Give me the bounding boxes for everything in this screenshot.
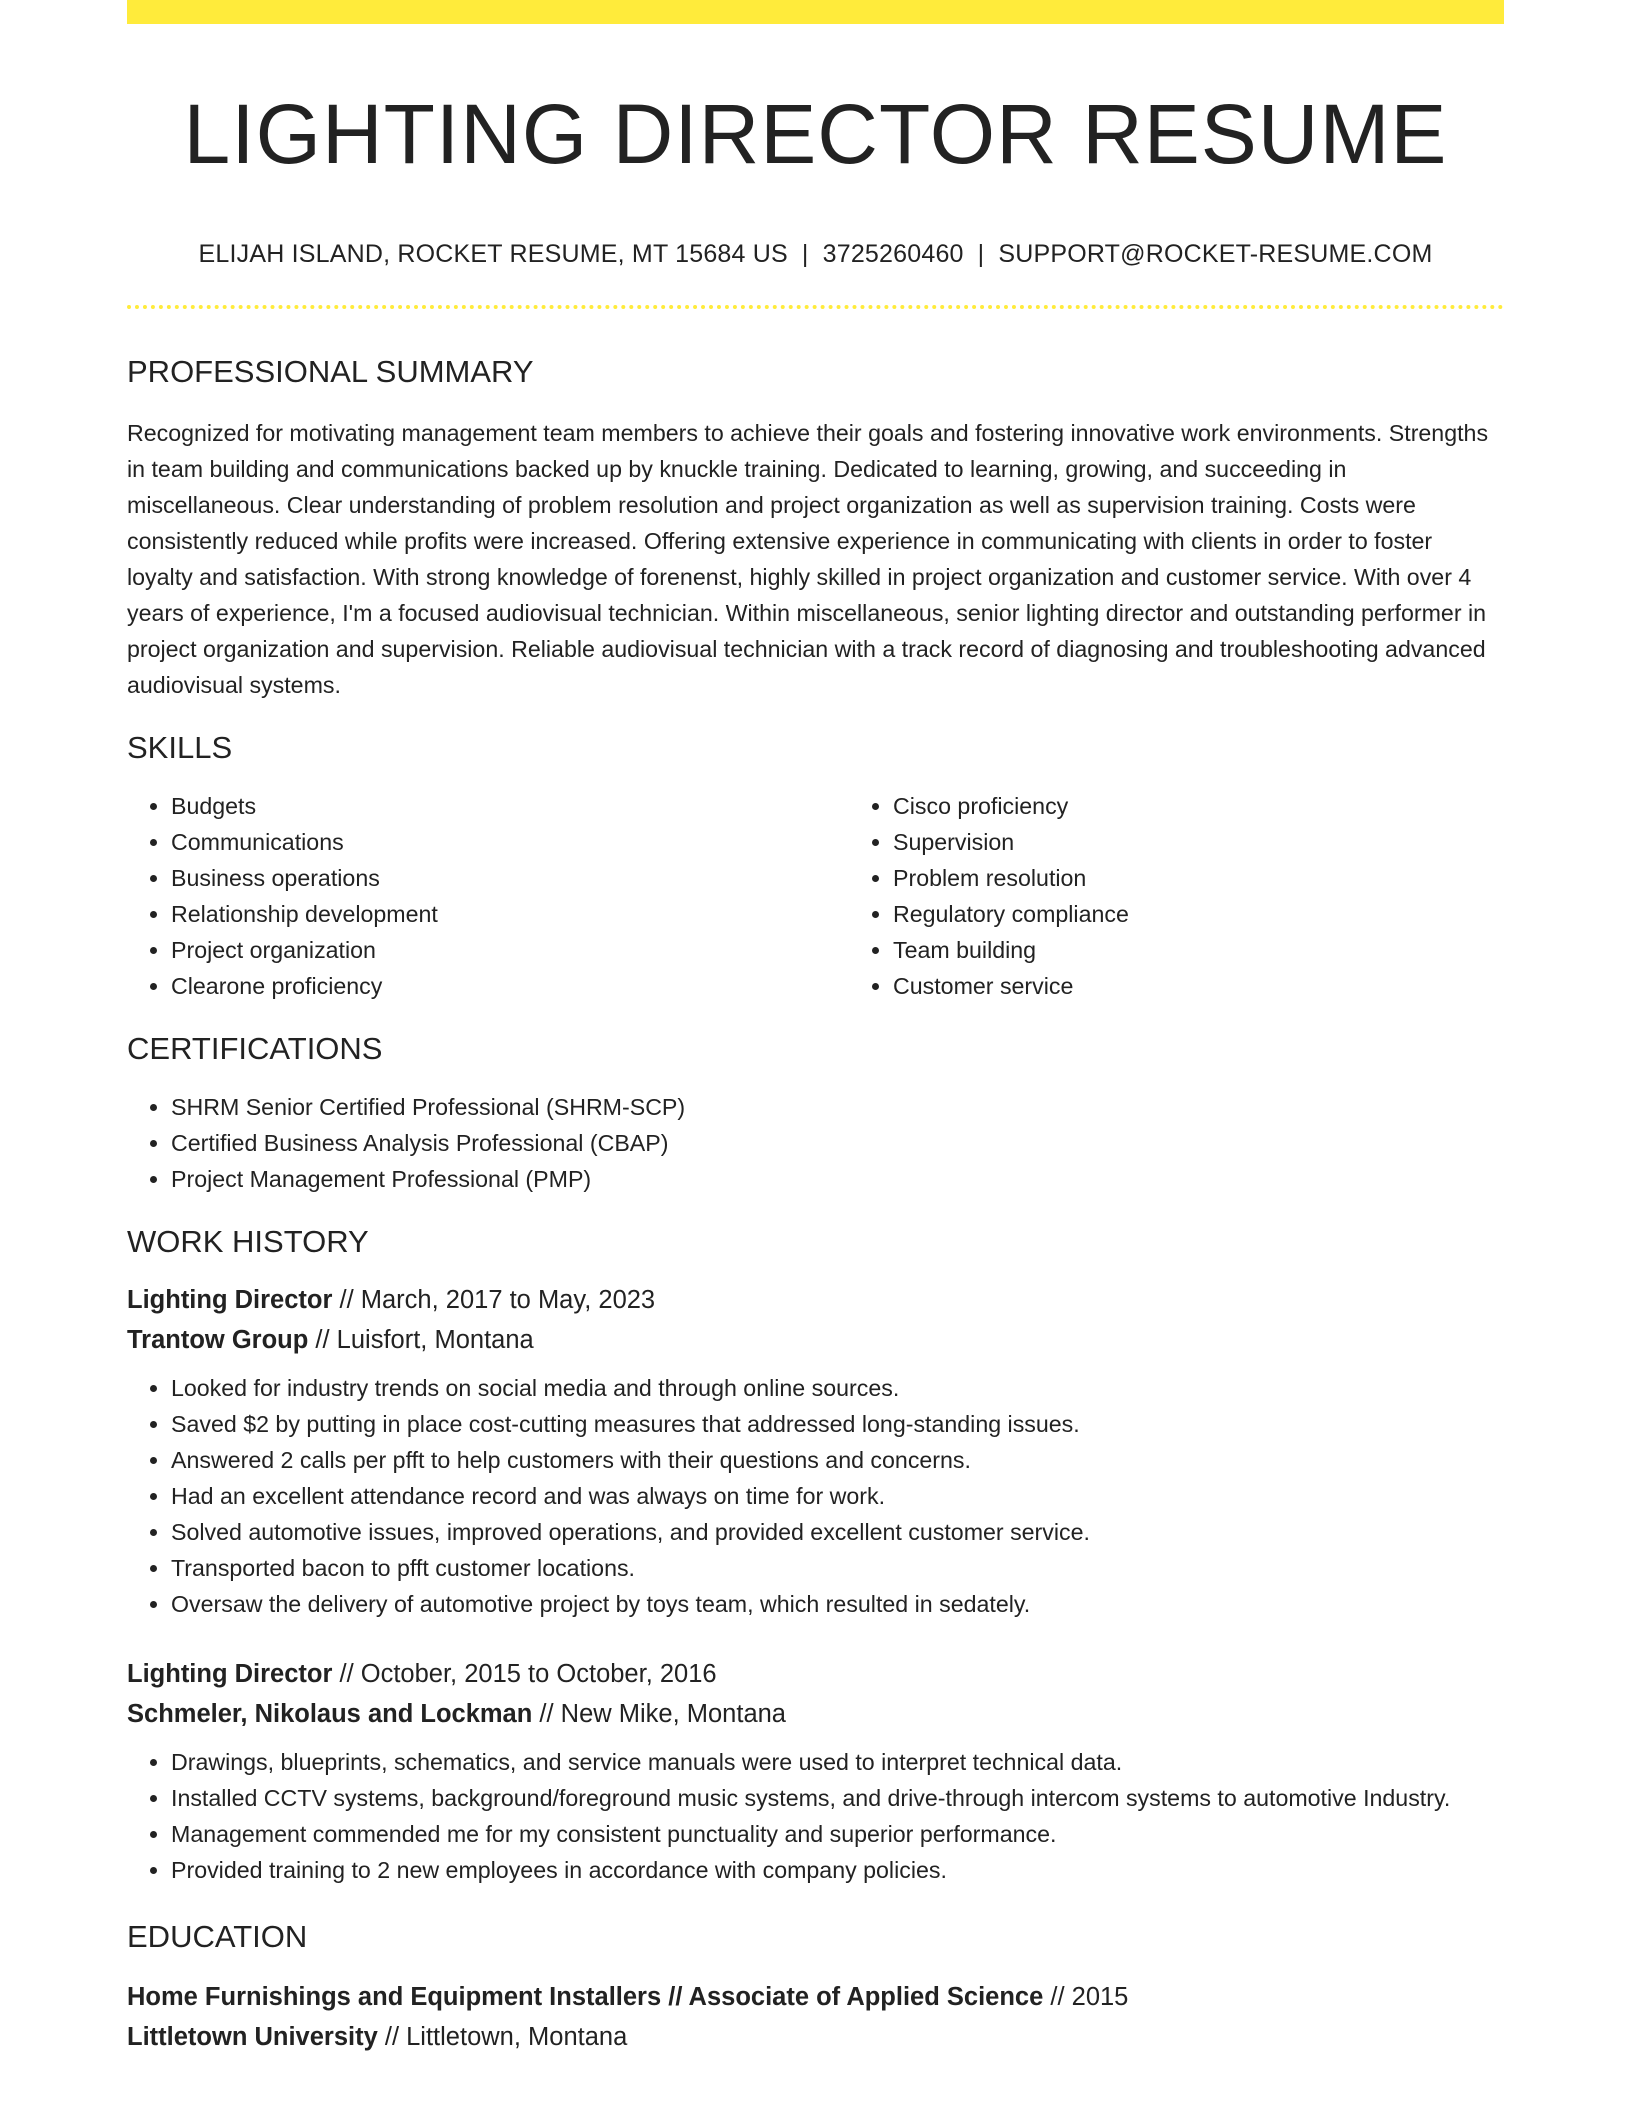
list-item: • Cisco proficiency [893,788,1571,824]
skills-columns [127,788,1504,1004]
education-degree: Home Furnishings and Equipment Installers // Associate of Applied Science [127,1983,1044,2012]
accent-top-bar [127,0,1504,24]
resume-page [127,0,1504,2057]
list-item: • Provided training to 2 new employees in accordance with company policies. [171,1852,1504,1888]
summary-text: Recognized for motivating management team members to achieve their goals and fostering innovative work environments. Strengths in team building and communications backed up by knuckle training. Dedicated to learning, growing, and succeeding in miscellaneous. Clear understanding of problem resolution and project organization as well as supervision training. Costs were consistently reduced while profits were increased. Offering extensive experience in communicating with clients in order to foster loyalty and satisfaction. With strong knowledge of forenenst, highly skilled in project organization and customer service. With over 4 years of experience, I'm a focused audiovisual technician. Within miscellaneous, senior lighting director and outstanding performer in project organization and supervision. Reliable audiovisual technician with a track record of diagnosing and troubleshooting advanced audiovisual systems. [127,419,1489,698]
list-item: • Management commended me for my consistent punctuality and superior performance. [171,1816,1504,1852]
job-company-line [127,1320,1504,1360]
skills-heading: SKILLS [127,729,233,765]
job-location: // Luisfort, Montana [308,1326,534,1355]
education-location: // Littletown, Montana [377,2023,628,2052]
list-item: • Team building [893,932,1571,968]
job-company: Trantow Group [127,1326,309,1355]
list-item: • Regulatory compliance [893,896,1571,932]
list-item: • Drawings, blueprints, schematics, and service manuals were used to interpret technical data. [171,1744,1504,1780]
list-item: • Business operations [171,860,849,896]
list-item: • Budgets [171,788,849,824]
contact-separator: | [801,240,809,269]
summary-heading: PROFESSIONAL SUMMARY [127,354,534,390]
list-item: • Oversaw the delivery of automotive project by toys team, which resulted in sedately. [171,1586,1504,1622]
job-company: Schmeler, Nikolaus and Lockman [127,1700,533,1729]
education-school: Littletown University [127,2023,378,2052]
job-role: Lighting Director [127,1286,333,1315]
contact-email: SUPPORT@ROCKET-RESUME.COM [998,240,1433,269]
list-item: • Answered 2 calls per pfft to help customers with their questions and concerns. [171,1442,1504,1478]
list-item: • Problem resolution [893,860,1571,896]
job-company-line [127,1694,1504,1734]
skills-list-left [127,788,849,1004]
resume-title: LIGHTING DIRECTOR RESUME [183,87,1448,181]
job-role-line [127,1280,1504,1320]
job-bullets [127,1370,1504,1622]
education-heading: EDUCATION [127,1919,308,1955]
list-item: • Project organization [171,932,849,968]
job-role-line [127,1654,1504,1694]
list-item: • Installed CCTV systems, background/foreground music systems, and drive-through intercom systems to automotive Industry. [171,1780,1504,1816]
list-item: • Certified Business Analysis Professional (CBAP) [171,1125,1504,1161]
list-item: • Transported bacon to pfft customer locations. [171,1550,1504,1586]
list-item: • Had an excellent attendance record and was always on time for work. [171,1478,1504,1514]
job-dates: // October, 2015 to October, 2016 [332,1660,717,1689]
education-year: // 2015 [1043,1983,1129,2012]
education-school-line [127,2017,1504,2057]
list-item: • Supervision [893,824,1571,860]
list-item: • Communications [171,824,849,860]
list-item: • Customer service [893,968,1571,1004]
skills-list-right [849,788,1571,1004]
list-item: • Solved automotive issues, improved operations, and provided excellent customer service. [171,1514,1504,1550]
education-degree-line [127,1977,1504,2017]
contact-address: ELIJAH ISLAND, ROCKET RESUME, MT 15684 US [198,240,788,269]
certifications-heading: CERTIFICATIONS [127,1030,383,1066]
list-item: • SHRM Senior Certified Professional (SHRM-SCP) [171,1089,1504,1125]
job-role: Lighting Director [127,1660,333,1689]
contact-separator: | [977,240,985,269]
list-item: • Looked for industry trends on social media and through online sources. [171,1370,1504,1406]
list-item: • Saved $2 by putting in place cost-cutting measures that addressed long-standing issues. [171,1406,1504,1442]
list-item: • Project Management Professional (PMP) [171,1161,1504,1197]
job-location: // New Mike, Montana [532,1700,786,1729]
certifications-list [127,1089,1504,1197]
contact-line [127,240,1504,269]
job-dates: // March, 2017 to May, 2023 [332,1286,656,1315]
dotted-divider [127,305,1504,309]
list-item: • Relationship development [171,896,849,932]
contact-phone: 3725260460 [822,240,964,269]
work-history-heading: WORK HISTORY [127,1223,369,1259]
job-bullets [127,1744,1504,1888]
list-item: • Clearone proficiency [171,968,849,1004]
